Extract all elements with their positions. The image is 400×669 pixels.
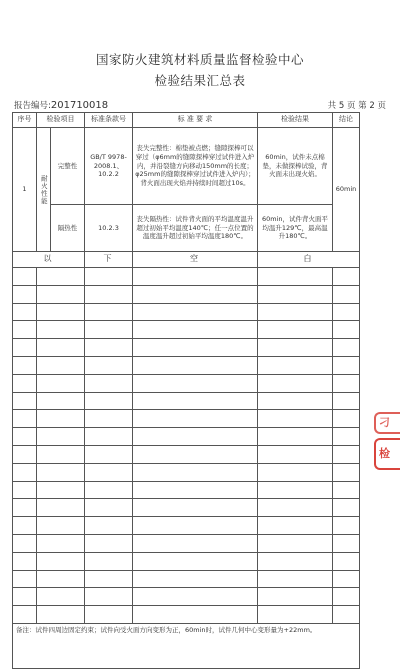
header-clause: 标准条款号 bbox=[85, 113, 133, 128]
report-number bbox=[14, 99, 108, 111]
results-table bbox=[12, 112, 360, 669]
empty-row bbox=[13, 303, 360, 321]
empty-row bbox=[13, 463, 360, 481]
sub-item: 完整性 bbox=[51, 128, 85, 205]
empty-row bbox=[13, 285, 360, 303]
header-result: 检验结果 bbox=[258, 113, 333, 128]
result: 60min，试件未点棉垫，未做探棒试验，背火面未出现火焰。 bbox=[258, 128, 333, 205]
empty-row bbox=[13, 606, 360, 624]
sub-item: 隔热性 bbox=[51, 205, 85, 252]
note-row bbox=[13, 623, 360, 668]
table-row bbox=[13, 205, 360, 252]
empty-row bbox=[13, 339, 360, 357]
empty-row bbox=[13, 499, 360, 517]
header-requirement: 标 准 要 求 bbox=[133, 113, 258, 128]
report-number-label: 报告编号: bbox=[14, 101, 51, 111]
result: 60min，试件背火面平均温升129℃，最高温升180℃。 bbox=[258, 205, 333, 252]
empty-row bbox=[13, 428, 360, 446]
test-item: 耐火性能 bbox=[37, 128, 51, 252]
empty-row bbox=[13, 268, 360, 286]
empty-row bbox=[13, 588, 360, 606]
blank-marker-row bbox=[13, 252, 360, 268]
report-number-value: 201710018 bbox=[50, 100, 109, 111]
empty-row bbox=[13, 570, 360, 588]
header-item: 检验项目 bbox=[37, 113, 85, 128]
empty-row bbox=[13, 374, 360, 392]
clause: 10.2.3 bbox=[85, 205, 133, 252]
empty-row bbox=[13, 481, 360, 499]
document-title: 国家防火建筑材料质量监督检验中心 bbox=[95, 52, 304, 67]
empty-row bbox=[13, 410, 360, 428]
remarks: 备注：试件四周边固定约束；试件向受火面方向变形为正，60min时，试件几何中心变形量为+22mm。 bbox=[13, 623, 360, 668]
empty-row bbox=[13, 356, 360, 374]
blank-marker-4: 白 bbox=[258, 252, 360, 268]
table-header-row bbox=[13, 113, 360, 128]
empty-row bbox=[13, 392, 360, 410]
empty-row bbox=[13, 321, 360, 339]
empty-row bbox=[13, 534, 360, 552]
page-info: 共 5 页 第 2 页 bbox=[327, 101, 386, 111]
header-conclusion: 结论 bbox=[333, 113, 360, 128]
requirement: 丧失完整性：棉垫被点燃；缝隙探棒可以穿过（φ6mm的缝隙探棒穿过试件进入炉内，并沿裂缝方向移动150mm的长度；φ25mm的缝隙探棒穿过试件进入炉内）；背火面出现火焰并持续时间超过10s。 bbox=[133, 128, 258, 205]
seal-fragment-top: 刁 bbox=[374, 412, 400, 434]
empty-row bbox=[13, 517, 360, 535]
clause: GB/T 9978-2008.1、10.2.2 bbox=[85, 128, 133, 205]
blank-marker-1: 以 bbox=[13, 252, 85, 268]
conclusion: 60min bbox=[333, 128, 360, 252]
document-subtitle: 检验结果汇总表 bbox=[154, 73, 246, 88]
header-index: 序号 bbox=[13, 113, 37, 128]
empty-row bbox=[13, 445, 360, 463]
empty-row bbox=[13, 552, 360, 570]
row-index: 1 bbox=[13, 128, 37, 252]
blank-marker-2: 下 bbox=[85, 252, 133, 268]
seal-fragment-bottom: 检 bbox=[374, 438, 400, 470]
requirement: 丧失隔热性：试件背火面的平均温度温升超过初始平均温度140℃；任一点位置的温度温升超过初始平均温度180℃。 bbox=[133, 205, 258, 252]
blank-marker-3: 空 bbox=[133, 252, 258, 268]
table-row bbox=[13, 128, 360, 205]
